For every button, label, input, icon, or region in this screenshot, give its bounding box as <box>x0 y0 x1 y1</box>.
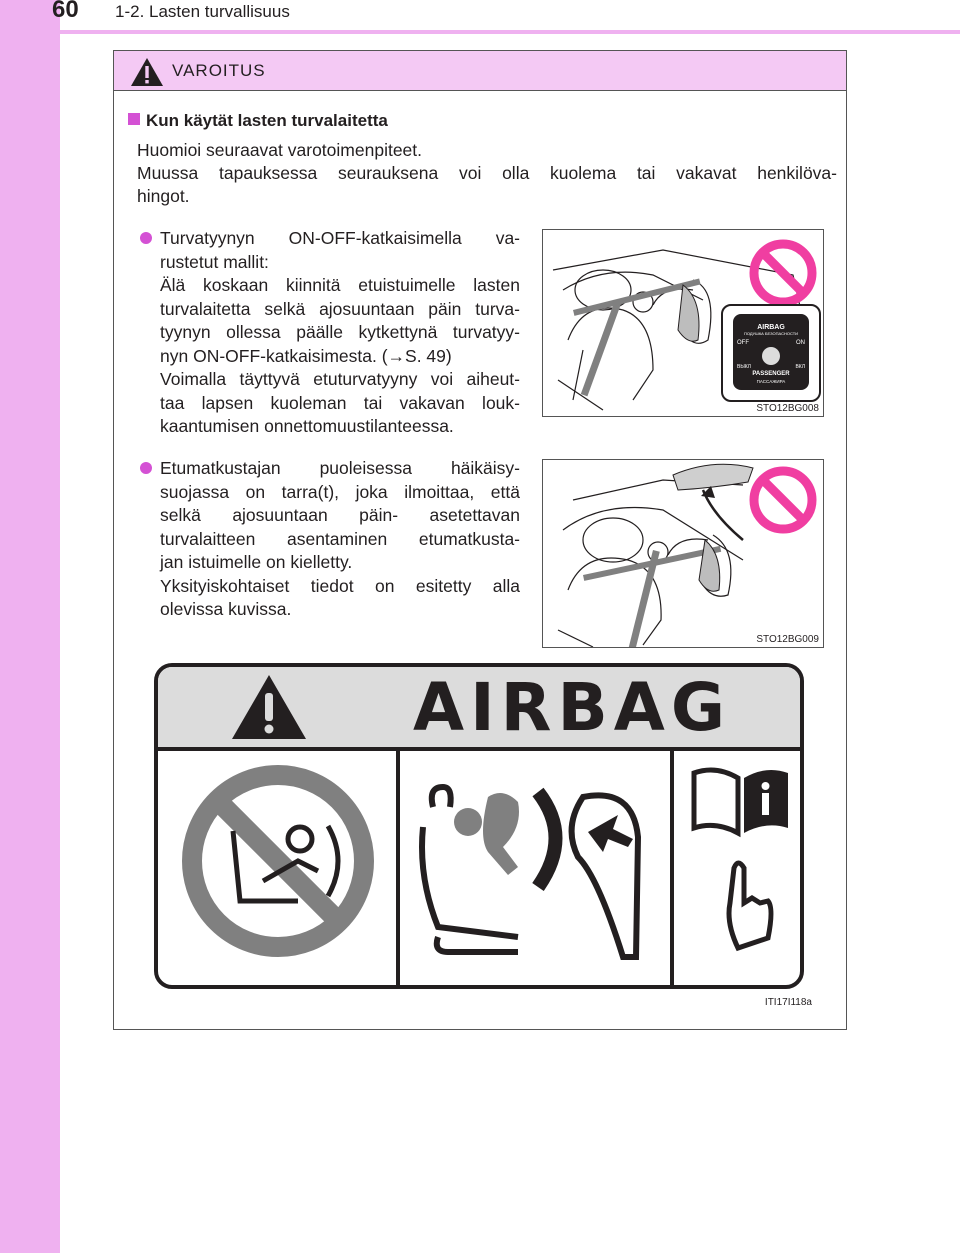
switch-off-label: OFF <box>737 340 749 346</box>
bullet-line: selkä ajosuuntaan päin- asetettavan <box>160 505 520 525</box>
square-bullet-icon <box>128 113 140 125</box>
bullet-line: Voimalla täyttyvä etuturvatyyny voi aiheut- <box>160 369 520 389</box>
bullet-item-1 <box>140 227 520 439</box>
switch-passenger-ru-label: ПАССАЖИРА <box>756 379 786 384</box>
switch-knob <box>762 347 780 365</box>
page-number: 60 <box>52 0 79 23</box>
read-manual-icon <box>686 763 796 973</box>
bullet-line: Älä koskaan kiinnitä etuistuimelle lasten <box>160 275 520 295</box>
airbag-label-title: AIRBAG <box>413 669 732 746</box>
bullet-line: olevissa kuvissa. <box>160 599 292 619</box>
airbag-switch-panel <box>733 314 809 390</box>
warning-heading <box>128 111 388 131</box>
bullet-line: suojassa on tarra(t), joka ilmoittaa, että <box>160 481 520 502</box>
warning-triangle-icon <box>130 57 164 87</box>
bullet-line: rustetut mallit: <box>160 251 269 272</box>
panel-divider <box>670 751 674 989</box>
airbag-label-frame <box>154 663 804 989</box>
circle-bullet-icon <box>140 232 152 244</box>
intro-line: hingot. <box>137 186 190 206</box>
panel-divider <box>396 751 400 989</box>
bullet-item-2 <box>140 457 520 622</box>
intro-text <box>137 139 837 208</box>
airbag-warning-label <box>154 663 808 993</box>
circle-bullet-icon <box>140 462 152 474</box>
prohibited-icon <box>748 465 818 535</box>
prohibited-icon <box>748 238 818 308</box>
bullet-line: kaantumisen onnettomuustilanteessa. <box>160 416 454 436</box>
bullet-1-text <box>160 227 520 439</box>
no-rear-facing-seat-icon <box>178 761 378 961</box>
airbag-label-header <box>158 667 800 751</box>
intro-line: Muussa tapauksessa seurauksena voi olla kuolema tai vakavat henkilöva- <box>137 163 837 183</box>
warning-header <box>114 51 846 91</box>
figure-code: STO12BG009 <box>756 634 819 645</box>
figure-sun-visor <box>542 459 824 648</box>
bullet-line: nyn ON-OFF-katkaisimesta. (→S. 49) <box>160 345 452 366</box>
switch-off-ru-label: ВЫКЛ <box>737 364 751 370</box>
bullet-line: Turvatyynyn ON-OFF-katkaisimella va- <box>160 228 520 248</box>
switch-subtitle: ПОДУШКА БЕЗОПАСНОСТИ <box>743 331 799 336</box>
warning-triangle-icon <box>230 673 308 741</box>
figure-code: STO12BG008 <box>756 403 819 414</box>
section-title: 1-2. Lasten turvallisuus <box>115 2 290 21</box>
switch-passenger-label: PASSENGER <box>752 371 790 377</box>
page-sidebar <box>0 0 60 1253</box>
bullet-2-text <box>160 457 520 622</box>
switch-on-ru-label: ВКЛ <box>795 364 805 370</box>
switch-title: AIRBAG <box>757 324 785 331</box>
warning-box <box>113 50 847 1030</box>
figure-airbag-switch <box>542 229 824 417</box>
figure-code: ITI17I118a <box>764 997 812 1008</box>
warning-heading-text: Kun käytät lasten turvalaitetta <box>146 111 388 130</box>
bullet-line: turvalaitteen asentaminen etumatkusta- <box>160 528 520 549</box>
bullet-line: taa lapsen kuoleman tai vakavan louk- <box>160 392 520 413</box>
header-rule <box>60 30 960 34</box>
bullet-line: jan istuimelle on kielletty. <box>160 552 353 572</box>
airbag-switch-callout <box>721 304 821 402</box>
bullet-line: Yksityiskohtaiset tiedot on esitetty alla <box>160 575 520 596</box>
warning-label: VAROITUS <box>172 61 266 80</box>
bullet-line: Etumatkustajan puoleisessa häikäisy- <box>160 458 520 478</box>
bullet-line: turvalaitetta selkä ajosuuntaan päin turva- <box>160 298 520 319</box>
bullet-line: tyynyn ollessa päälle kytkettynä turvatyy- <box>160 322 520 342</box>
switch-on-label: ON <box>796 340 805 346</box>
intro-line: Huomioi seuraavat varotoimenpiteet. <box>137 140 423 160</box>
airbag-impact-icon <box>408 767 663 967</box>
